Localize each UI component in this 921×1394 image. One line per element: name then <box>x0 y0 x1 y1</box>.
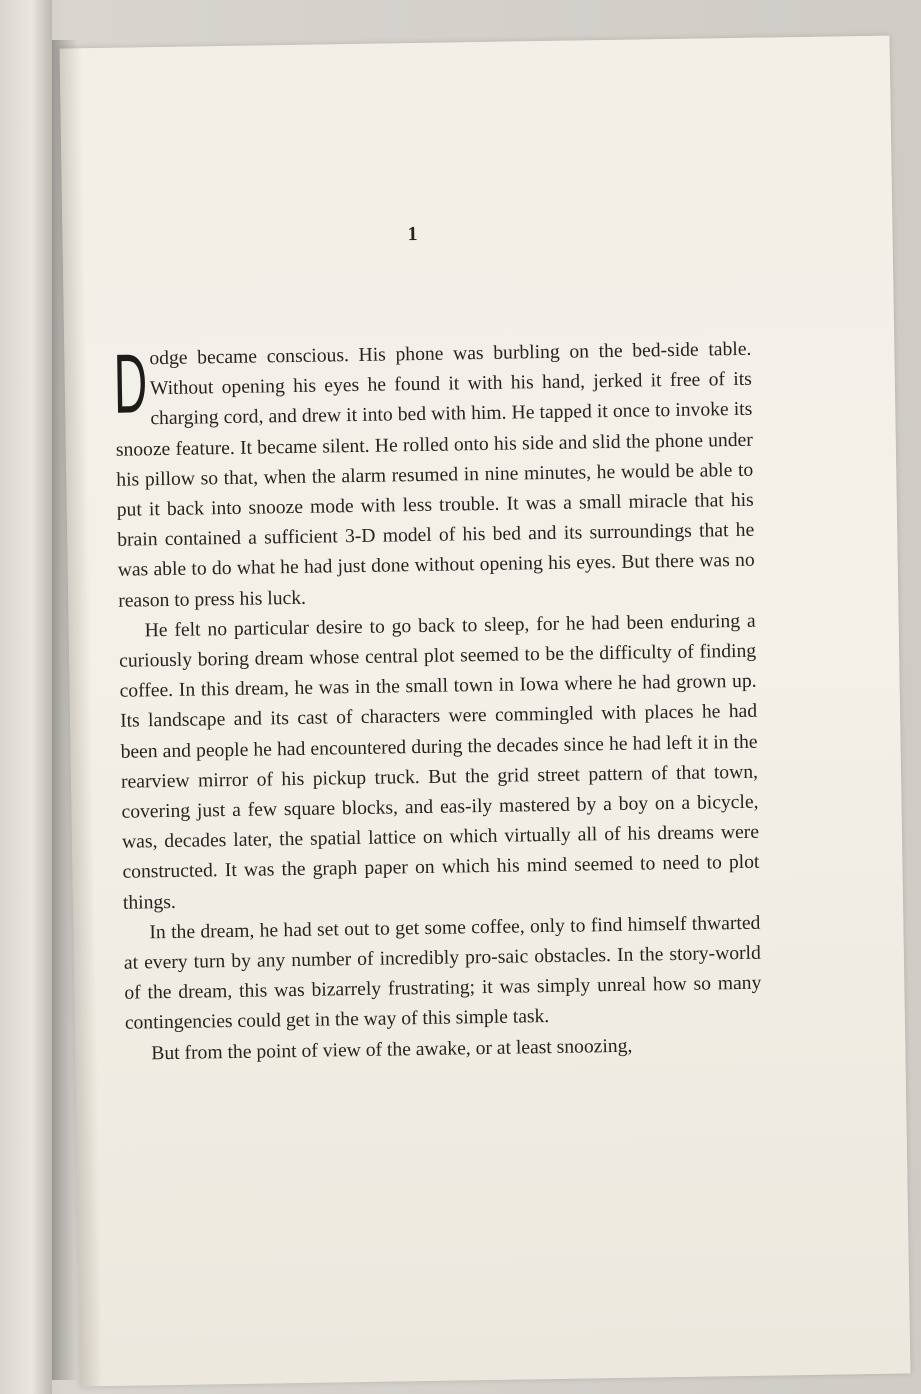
chapter-number: 1 <box>407 223 418 246</box>
paragraph-1 <box>114 335 755 617</box>
paragraph-1-text: odge became conscious. His phone was burbling on the bed-side table. Without opening his eyes he found it with his hand, jerked it free of its charging cord, and drew it into bed with him. He tapped it once to invoke its snooze feature. It became silent. He rolled onto his side and slid the phone under his pillow so that, when the alarm resumed in nine minutes, he would be able to put it back into snooze mode with less trouble. It was a small miracle that his brain contained a sufficient 3-D model of his bed and its surroundings that he was able to do what he had just done without opening his eyes. But there was no reason to press his luck. <box>115 338 755 612</box>
book-page <box>60 36 911 1387</box>
left-page-edge <box>0 0 52 1394</box>
body-text <box>114 335 762 1070</box>
paragraph-4: But from the point of view of the awake, or at least snoozing, <box>151 1035 633 1064</box>
paragraph-2: He felt no particular desire to go back to sleep, for he had been enduring a curiously boring dream whose central plot seemed to be the difficulty of finding coffee. In this dream, he was in the small town in Iowa where he had grown up. Its landscape and its cast of characters were commingled with places he had been and people he had encountered during the decades since he had left it in the rearview mirror of his pickup truck. But the grid street pattern of that town, covering just a few square blocks, and eas-ily mastered by a boy on a bicycle, was, decades later, the spatial lattice on which virtually all of his dreams were constructed. It was the graph paper on which his mind seemed to need to plot things. <box>119 610 760 914</box>
paragraph-3: In the dream, he had set out to get some coffee, only to find himself thwarted at every turn by any number of incredibly pro-saic obstacles. In the story-world of the dream, this was bizarrely frustrating; it was simply unreal how so many contingencies could get in the way of this simple task. <box>123 912 762 1035</box>
drop-cap: D <box>113 336 148 431</box>
